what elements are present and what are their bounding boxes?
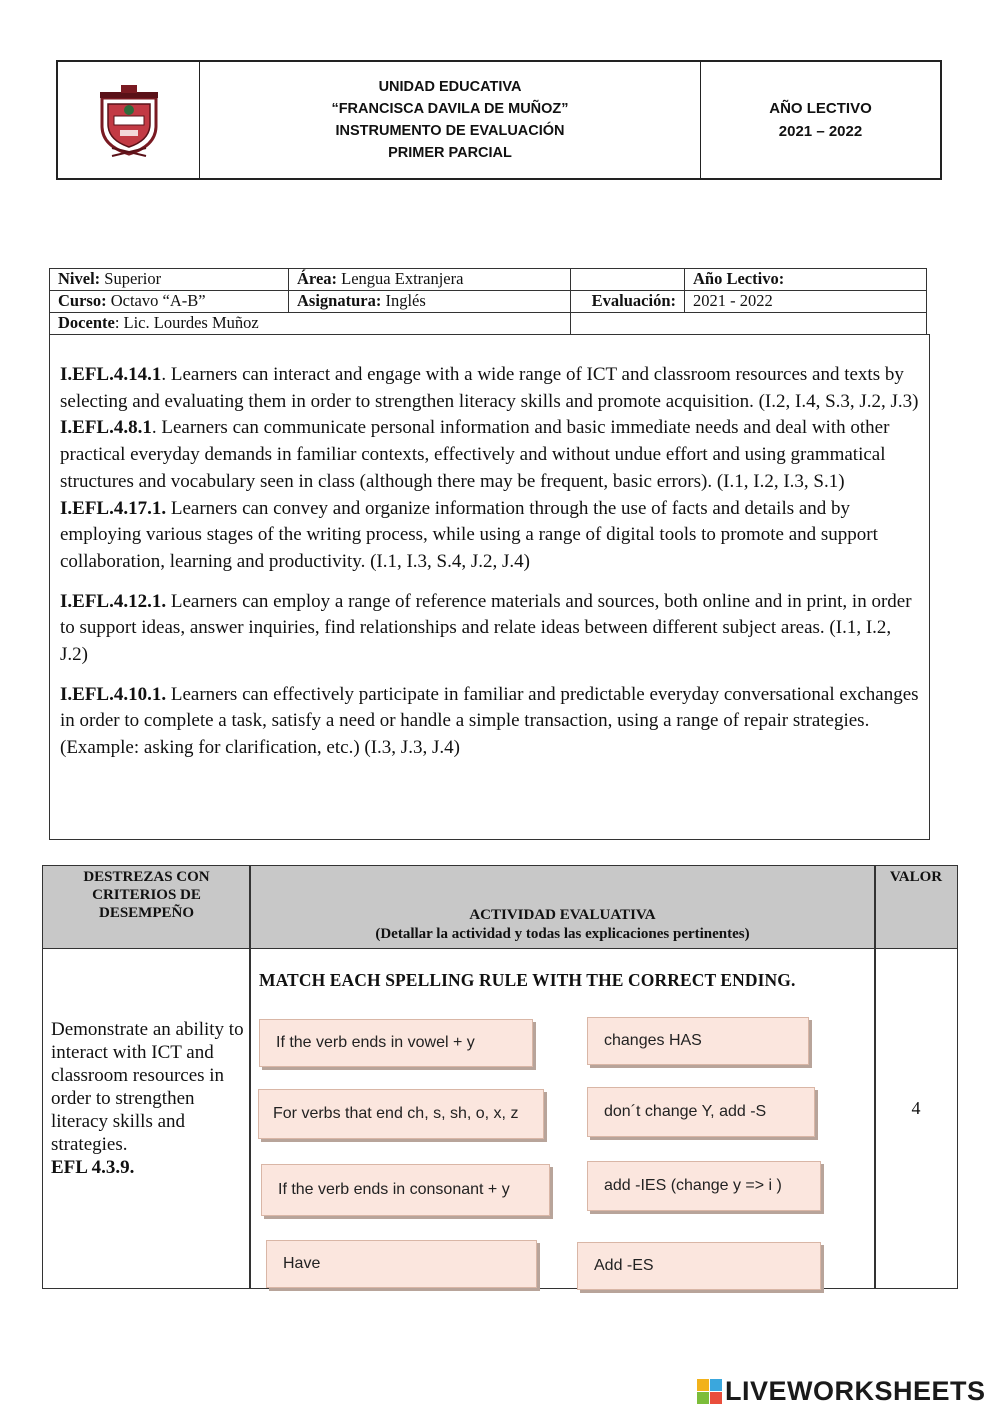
column-divider: [874, 866, 876, 1288]
curso-cell: Curso: Octavo “A-B”: [50, 291, 289, 313]
school-title-cell: [200, 62, 701, 178]
activity-header-row: [43, 866, 957, 949]
liveworksheets-logo: [697, 1376, 986, 1407]
area-cell: Área: Lengua Extranjera: [289, 269, 571, 291]
match-card-left[interactable]: For verbs that end ch, s, sh, o, x, z: [258, 1089, 544, 1139]
activity-header: ACTIVIDAD EVALUATIVA (Detallar la actividad y todas las explicaciones pertinentes): [375, 907, 750, 942]
school-year-cell: [701, 62, 940, 178]
skill-description: Demonstrate an ability to interact with ICT and classroom resources in order to strengthen literacy skills and strategies. EFL 4.3.9.: [51, 1018, 246, 1179]
match-card-right[interactable]: add -IES (change y => i ): [587, 1161, 821, 1211]
indicator-paragraph: I.EFL.4.10.1. Learners can effectively participate in familiar and predictable everyday conversational exchanges in order to complete a task, satisfy a need or handle a simple transaction, using a range of repair strategies. (Example: asking for clarification, etc.) (I.3, J.3, J.4): [60, 683, 919, 759]
school-line-1: UNIDAD EDUCATIVA: [378, 79, 522, 95]
document-header: [56, 60, 942, 180]
match-card-right[interactable]: don´t change Y, add -S: [587, 1087, 815, 1137]
anio-label-cell: Año Lectivo:: [685, 269, 927, 291]
indicator-paragraph: I.EFL.4.12.1. Learners can employ a range of reference materials and sources, both online and in print, in order to support ideas, answer inquiries, find relationships and relate ideas between different subject areas. (I.1, I.2, J.2): [60, 590, 912, 666]
school-crest-icon: [94, 80, 164, 160]
school-line-4: PRIMER PARCIAL: [388, 145, 512, 161]
skill-code: EFL 4.3.9.: [51, 1157, 135, 1178]
skills-header: DESTREZAS CON CRITERIOS DE DESEMPEÑO: [83, 869, 210, 921]
indicator-paragraph: I.EFL.4.17.1. Learners can convey and organize information through the use of facts and details and by employing various stages of the writing process, while using a range of digital tools to promote and support collaboration, learning and productivity. (I.1, I.3, S.4, J.2, J.4): [60, 497, 878, 572]
year-label: AÑO LECTIVO: [769, 100, 872, 117]
nivel-cell: Nivel: Superior: [50, 269, 289, 291]
match-card-left[interactable]: Have: [266, 1240, 537, 1288]
indicator-paragraph: I.EFL.4.14.1. Learners can interact and engage with a wide range of ICT and classroom resources and texts by selecting and evaluating them in order to strengthen literacy skills and promote acquisition. (I.2, I.4, S.3, J.2, J.3): [60, 364, 919, 412]
activity-value: 4: [911, 1098, 921, 1118]
school-line-3: INSTRUMENTO DE EVALUACIÓN: [335, 123, 565, 139]
match-card-right[interactable]: changes HAS: [587, 1017, 809, 1065]
course-info-table: [49, 268, 927, 335]
year-value: 2021 – 2022: [778, 123, 863, 140]
anio-value-cell: 2021 - 2022: [685, 291, 927, 313]
value-header: VALOR: [889, 869, 943, 885]
brand-name: LIVEWORKSHEETS: [725, 1376, 986, 1406]
activity-table: [42, 865, 958, 1289]
liveworksheets-logo-icon: [697, 1379, 722, 1404]
asignatura-cell: Asignatura: Inglés: [289, 291, 571, 313]
column-divider: [249, 866, 251, 1288]
indicators-box: [49, 334, 930, 840]
match-card-left[interactable]: If the verb ends in vowel + y: [259, 1019, 533, 1067]
match-card-left[interactable]: If the verb ends in consonant + y: [261, 1164, 550, 1216]
school-line-2: “FRANCISCA DAVILA DE MUÑOZ”: [331, 101, 569, 117]
indicator-paragraph: I.EFL.4.8.1. Learners can communicate personal information and basic immediate needs and deal with other practical everyday demands in familiar contexts, effectively and without undue effort and using grammatical structures and vocabulary seen in class (although there may be frequent, basic errors). (I.1, I.2, I.3, S.1): [60, 417, 890, 492]
evaluacion-cell: Evaluación:: [571, 291, 685, 313]
activity-instruction: MATCH EACH SPELLING RULE WITH THE CORRECT ENDING.: [259, 970, 796, 990]
empty-cell: [571, 269, 685, 291]
school-logo-cell: [58, 62, 200, 178]
empty-cell-2: [571, 313, 927, 335]
match-card-right[interactable]: Add -ES: [577, 1242, 821, 1290]
docente-cell: Docente: Lic. Lourdes Muñoz: [50, 313, 571, 335]
